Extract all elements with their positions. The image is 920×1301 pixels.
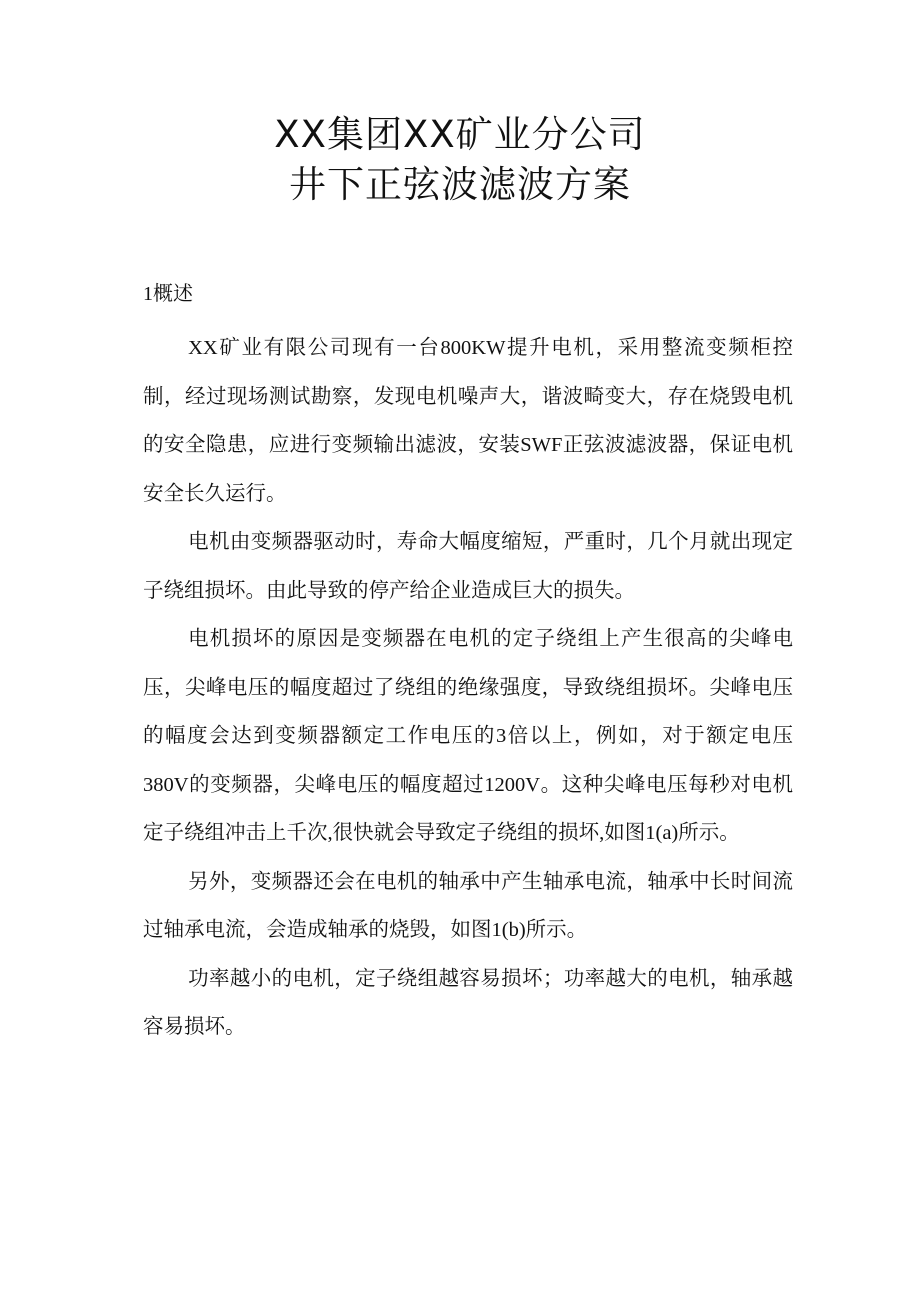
paragraph-lifespan: 电机由变频器驱动时，寿命大幅度缩短，严重时，几个月就出现定子绕组损坏。由此导致的停产给企业造成巨大的损失。 [143,531,793,602]
title-line-1: XX集团XX矿业分公司 [274,113,646,156]
paragraph-damage-cause: 电机损坏的原因是变频器在电机的定子绕组上产生很高的尖峰电压，尖峰电压的幅度超过了绕组的绝缘强度，导致绕组损坏。尖峰电压的幅度会达到变频器额定工作电压的3倍以上，例如，对于额定电压380V的变频器，尖峰电压的幅度超过1200V。这种尖峰电压每秒对电机定子绕组冲击上千次,很快就会导致定子绕组的损坏,如图1(a)所示。 [143,628,793,844]
paragraph-power-summary: 功率越小的电机，定子绕组越容易损坏；功率越大的电机，轴承越容易损坏。 [143,967,793,1038]
paragraph-bearing-current: 另外，变频器还会在电机的轴承中产生轴承电流，轴承中长时间流过轴承电流，会造成轴承的烧毁，如图1(b)所示。 [143,870,793,941]
document-title [0,110,920,210]
section-heading: 1概述 [143,283,193,305]
paragraph-overview: XX矿业有限公司现有一台800KW提升电机，采用整流变频柜控制，经过现场测试勘察，发现电机噪声大，谐波畸变大，存在烧毁电机的安全隐患，应进行变频输出滤波，安装SWF正弦波滤波器，保证电机安全长久运行。 [143,337,793,505]
title-line-2: 井下正弦波滤波方案 [289,163,631,206]
document-body [143,274,793,1052]
